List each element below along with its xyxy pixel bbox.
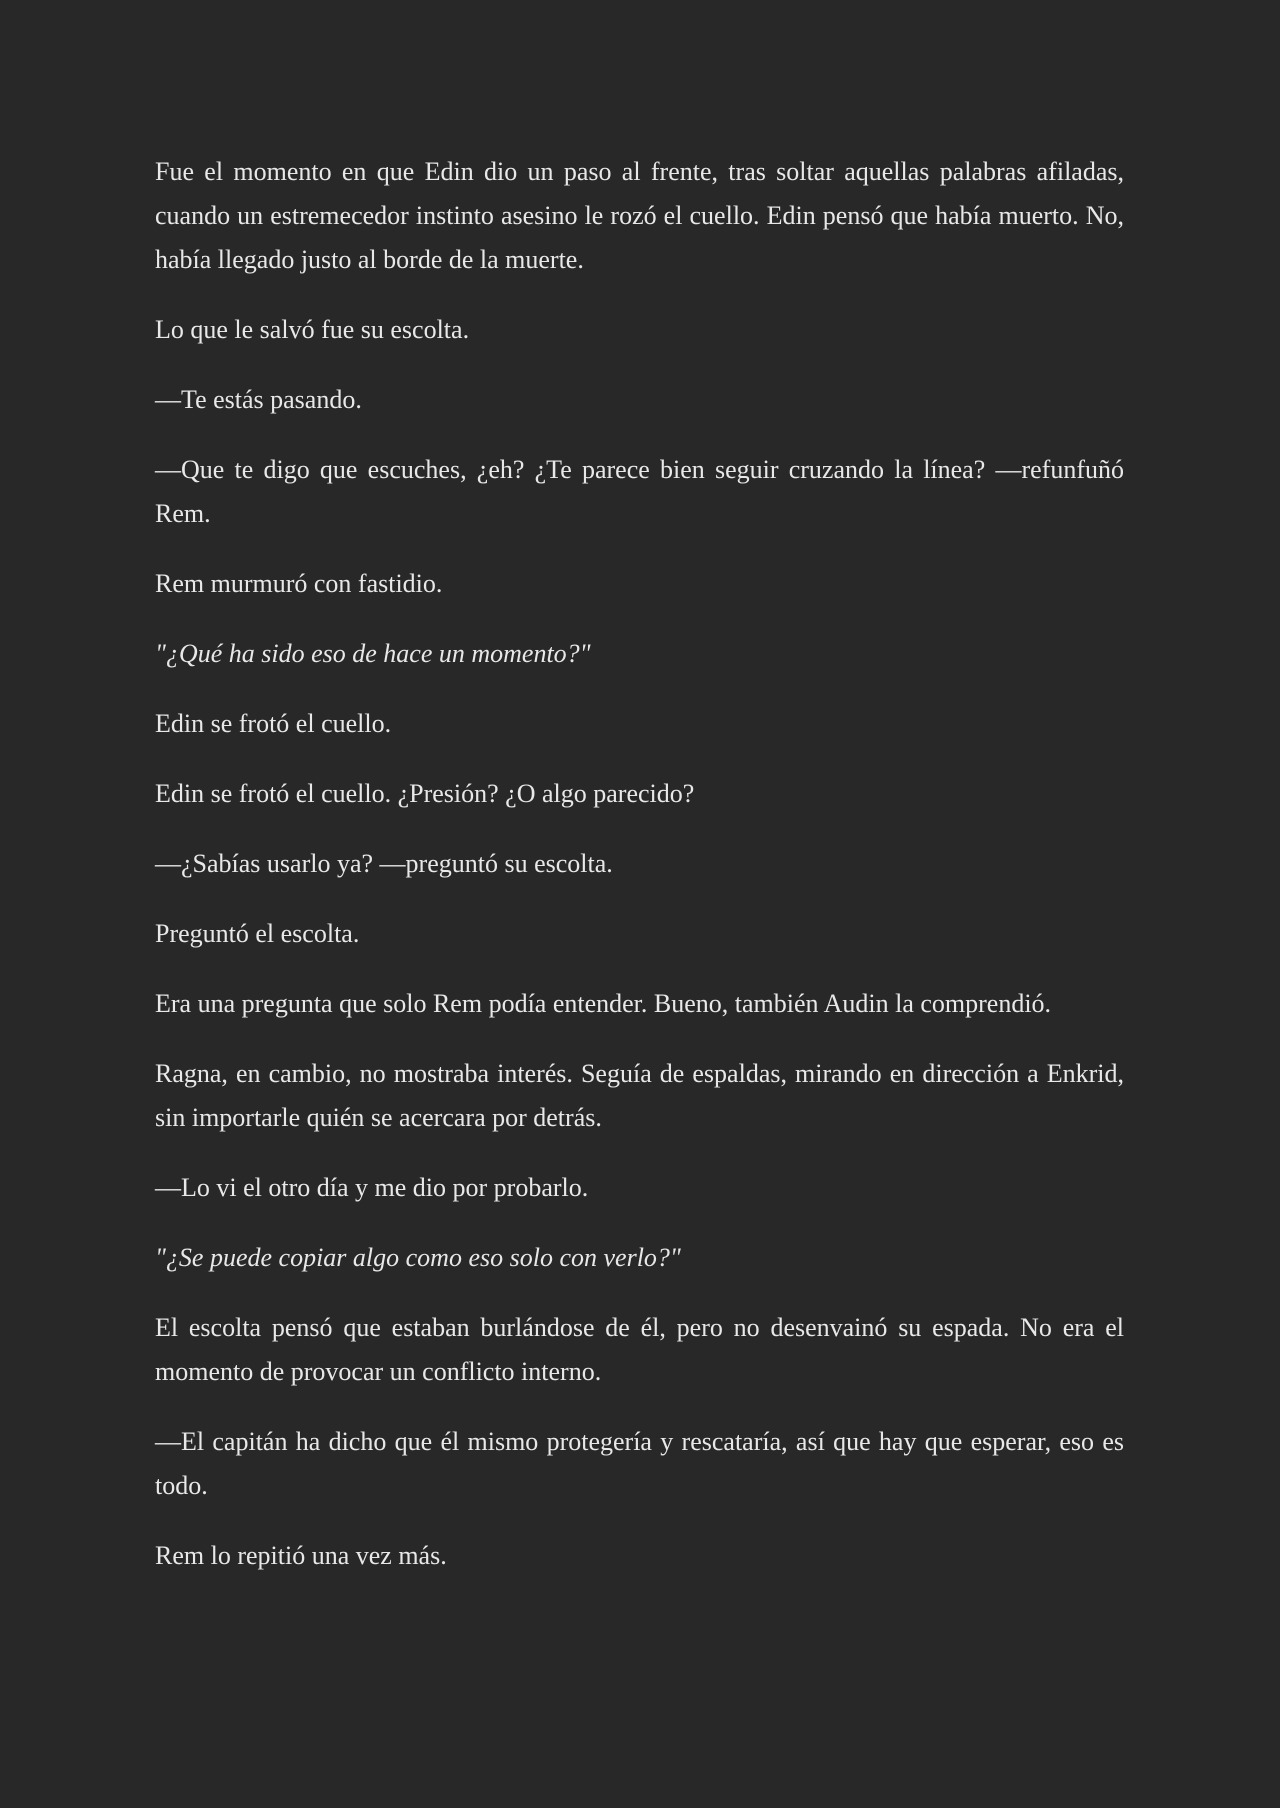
- paragraph-11: Era una pregunta que solo Rem podía entender. Bueno, también Audin la comprendió.: [155, 989, 1052, 1018]
- paragraph-2: Lo que le salvó fue su escolta.: [155, 315, 470, 344]
- paragraph-8: Edin se frotó el cuello. ¿Presión? ¿O algo parecido?: [155, 779, 695, 808]
- paragraph-6-thought: "¿Qué ha sido eso de hace un momento?": [155, 639, 591, 668]
- paragraph-16: —El capitán ha dicho que él mismo protegería y rescataría, así que hay que esperar, eso es todo.: [155, 1427, 1124, 1500]
- paragraph-9: —¿Sabías usarlo ya? —preguntó su escolta.: [155, 849, 613, 878]
- paragraph-17: Rem lo repitió una vez más.: [155, 1541, 447, 1570]
- paragraph-5: Rem murmuró con fastidio.: [155, 569, 443, 598]
- paragraph-15: El escolta pensó que estaban burlándose de él, pero no desenvainó su espada. No era el momento de provocar un conflicto interno.: [155, 1313, 1124, 1386]
- paragraph-4: —Que te digo que escuches, ¿eh? ¿Te parece bien seguir cruzando la línea? —refunfuñó Rem.: [155, 455, 1124, 528]
- paragraph-14-thought: "¿Se puede copiar algo como eso solo con verlo?": [155, 1243, 681, 1272]
- paragraph-7: Edin se frotó el cuello.: [155, 709, 392, 738]
- paragraph-3: —Te estás pasando.: [155, 385, 362, 414]
- paragraph-10: Preguntó el escolta.: [155, 919, 360, 948]
- chapter-body: [155, 150, 1124, 1604]
- paragraph-12: Ragna, en cambio, no mostraba interés. Seguía de espaldas, mirando en dirección a Enkrid, sin importarle quién se acercara por detrás.: [155, 1059, 1124, 1132]
- paragraph-1: Fue el momento en que Edin dio un paso al frente, tras soltar aquellas palabras afiladas, cuando un estremecedor instinto asesino le rozó el cuello. Edin pensó que había muerto. No, había llegado justo al borde de la muerte.: [155, 157, 1124, 274]
- paragraph-13: —Lo vi el otro día y me dio por probarlo.: [155, 1173, 589, 1202]
